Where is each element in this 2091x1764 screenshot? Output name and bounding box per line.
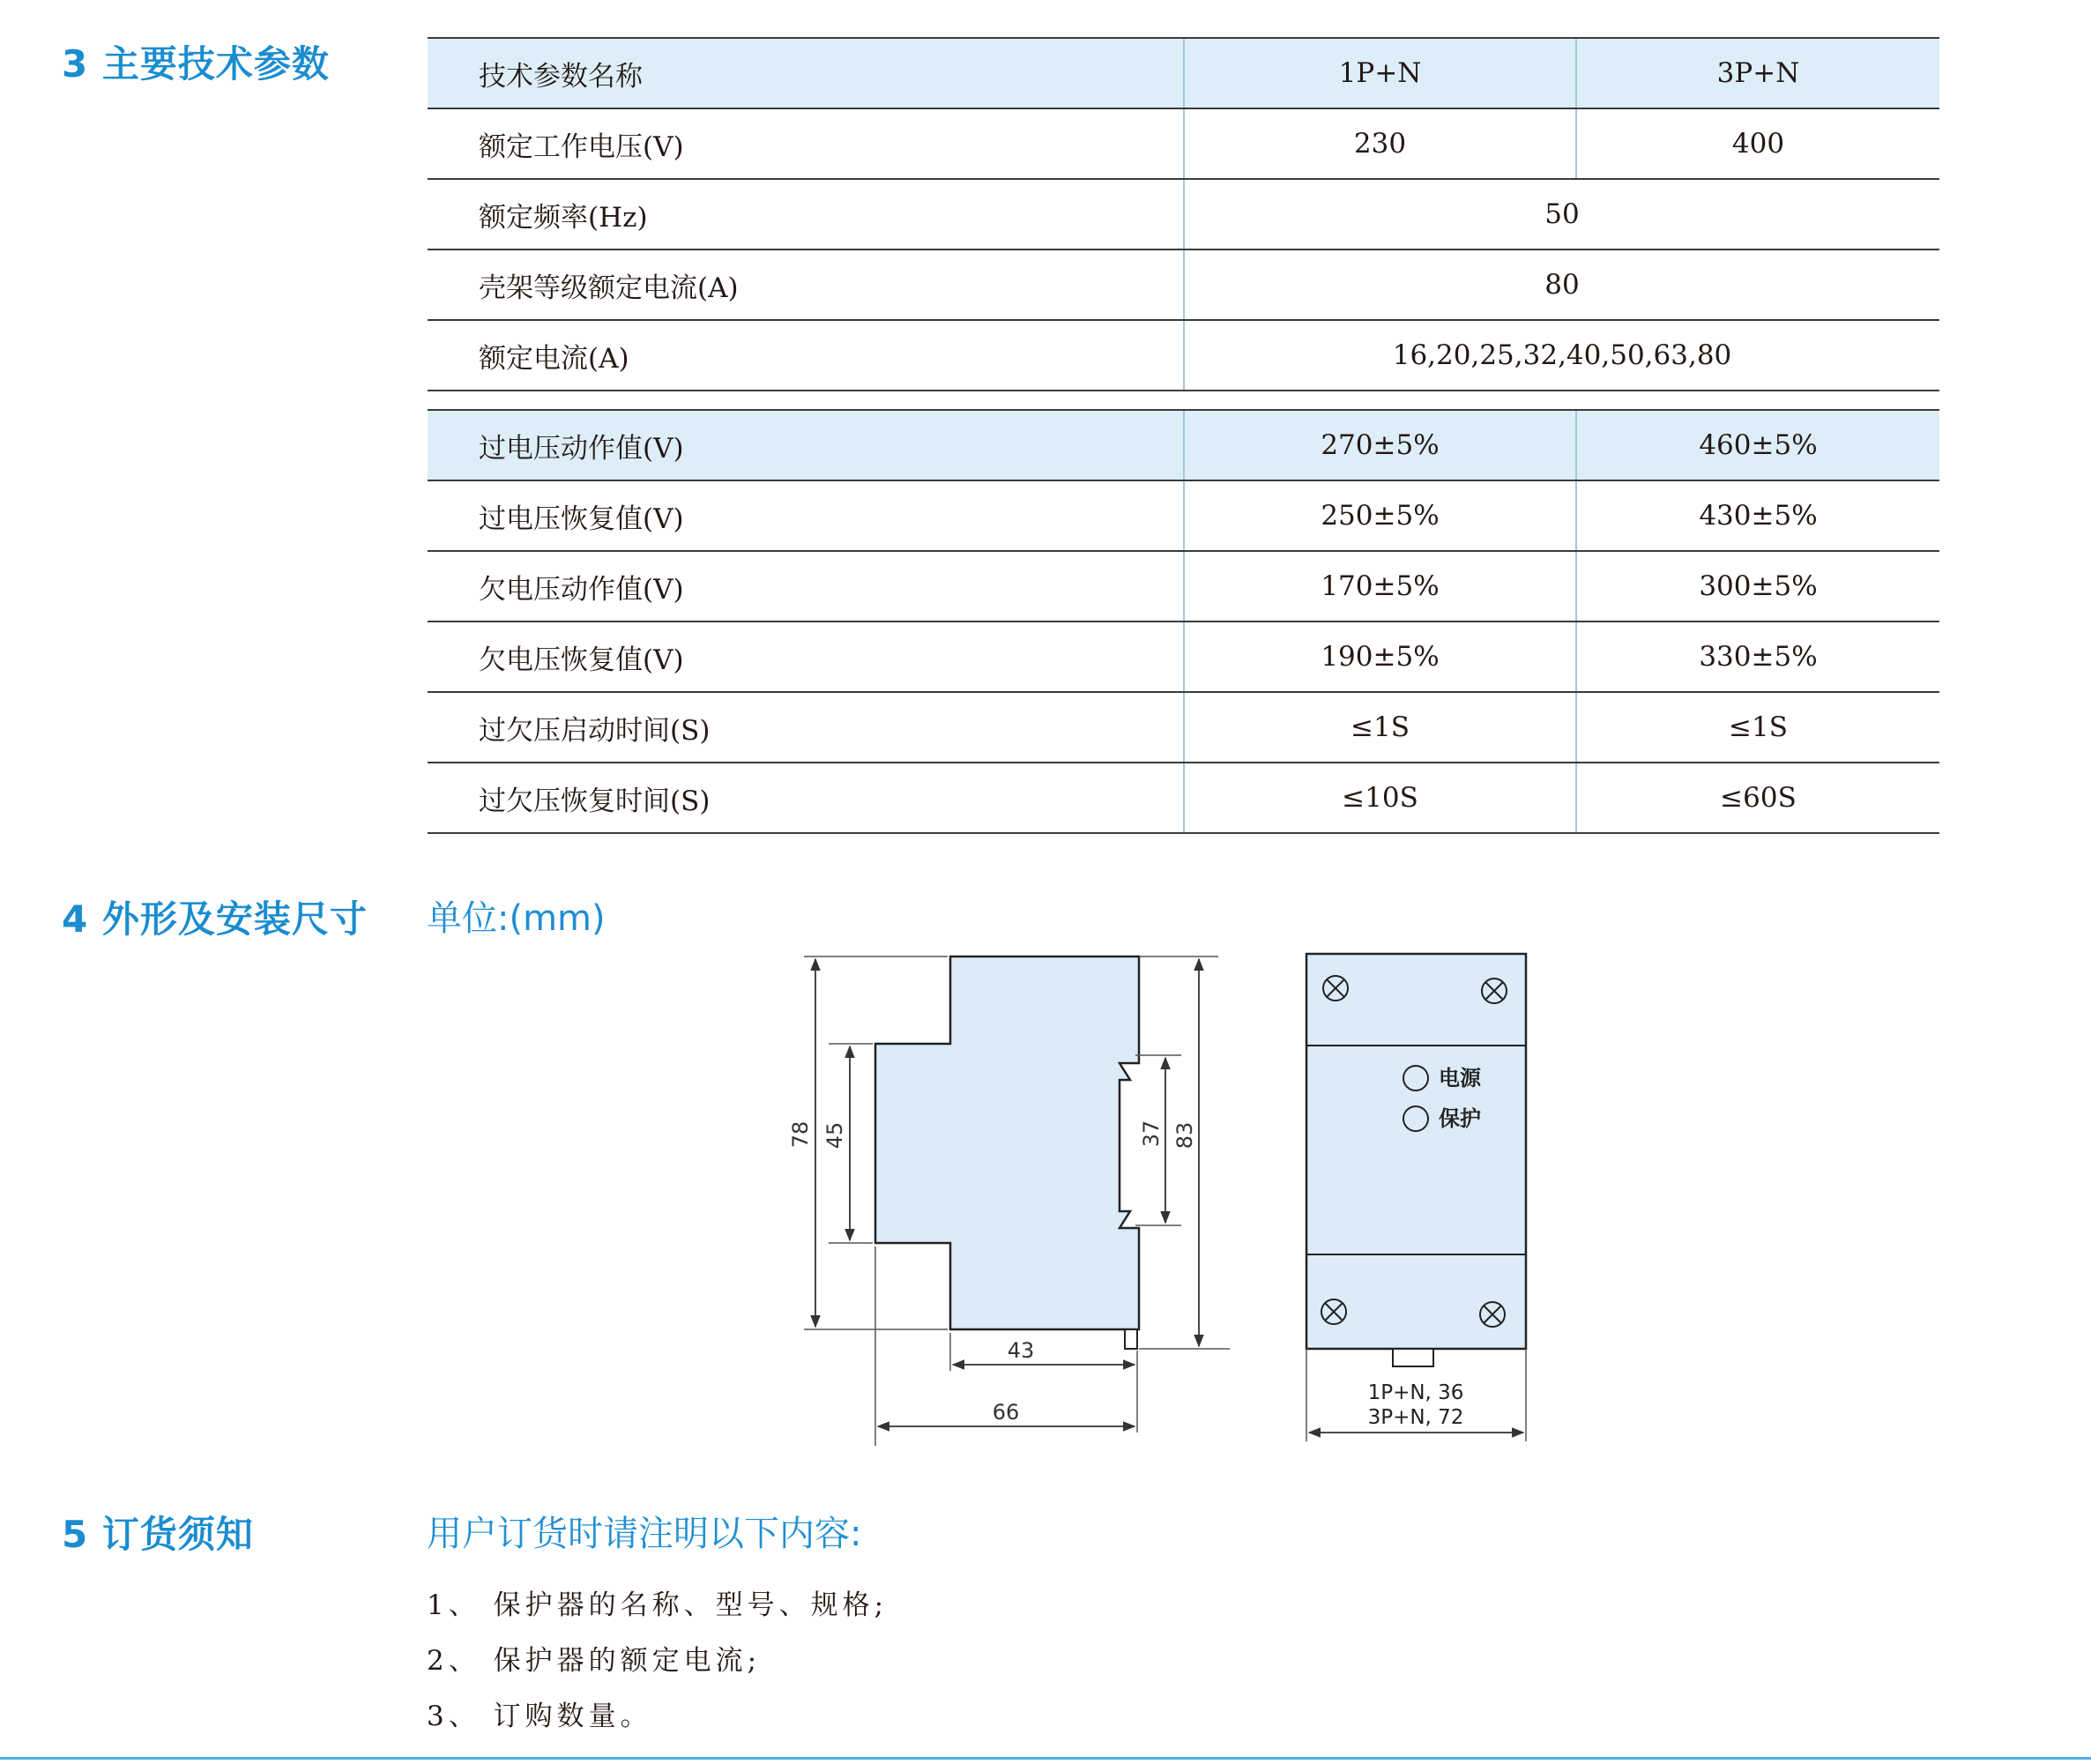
table-row <box>428 480 1939 551</box>
cell-merged: 16,20,25,32,40,50,63,80 <box>1184 320 1939 391</box>
header-3pn: 3P+N <box>1576 38 1939 108</box>
rail-clip <box>1125 1329 1137 1349</box>
list-item: 1、 保护器的名称、型号、规格; <box>427 1589 889 1621</box>
label-protect: 保护 <box>1439 1106 1481 1131</box>
front-view-body <box>1306 954 1526 1349</box>
table-row <box>428 249 1939 320</box>
row-label: 过电压动作值(V) <box>428 410 1184 480</box>
row-label: 额定电流(A) <box>428 320 1184 391</box>
row-label: 欠电压恢复值(V) <box>428 621 1184 692</box>
header-param-name: 技术参数名称 <box>428 38 1184 108</box>
cell-merged: 50 <box>1184 179 1939 249</box>
cell-3pn: 430±5% <box>1576 480 1939 551</box>
dim-66: 66 <box>992 1400 1020 1425</box>
table-row <box>428 179 1939 249</box>
unit-label: 单位:(mm) <box>427 898 606 939</box>
header-1pn: 1P+N <box>1184 38 1576 108</box>
table-row <box>428 320 1939 391</box>
dim-45: 45 <box>822 1121 847 1150</box>
width-1pn: 1P+N, 36 <box>1367 1381 1464 1404</box>
row-label: 额定频率(Hz) <box>428 179 1184 249</box>
width-3pn: 3P+N, 72 <box>1367 1406 1464 1429</box>
table-spacer <box>428 391 1939 410</box>
table-row <box>428 410 1939 480</box>
table-row <box>428 551 1939 621</box>
rail-clip <box>1393 1349 1433 1366</box>
list-item: 2、 保护器的额定电流; <box>427 1645 762 1677</box>
cell-1pn: 270±5% <box>1184 410 1576 480</box>
table-header-row <box>428 38 1939 108</box>
row-label: 壳架等级额定电流(A) <box>428 249 1184 320</box>
table-row <box>428 692 1939 763</box>
row-label: 欠电压动作值(V) <box>428 551 1184 621</box>
dimension-drawings-svg <box>776 934 1569 1455</box>
cell-1pn: 170±5% <box>1184 551 1576 621</box>
order-intro: 用户订货时请注明以下内容: <box>427 1514 862 1554</box>
row-label: 过电压恢复值(V) <box>428 480 1184 551</box>
label-power: 电源 <box>1439 1066 1481 1090</box>
cell-3pn: ≤60S <box>1576 763 1939 833</box>
cell-1pn: 250±5% <box>1184 480 1576 551</box>
front-view-drawing <box>1306 954 1526 1441</box>
cell-1pn: ≤1S <box>1184 692 1576 763</box>
cell-3pn: 400 <box>1576 108 1939 179</box>
dim-37: 37 <box>1139 1120 1164 1148</box>
side-view-drawing <box>788 956 1230 1446</box>
section-heading-dimensions: 4 外形及安装尺寸 <box>62 897 368 941</box>
table-row <box>428 621 1939 692</box>
dim-83: 83 <box>1172 1121 1197 1150</box>
cell-3pn: 330±5% <box>1576 621 1939 692</box>
table-row <box>428 108 1939 179</box>
row-label: 额定工作电压(V) <box>428 108 1184 179</box>
side-view-body <box>875 956 1139 1329</box>
dim-43: 43 <box>1007 1338 1035 1363</box>
dim-78: 78 <box>788 1120 813 1149</box>
row-label: 过欠压启动时间(S) <box>428 692 1184 763</box>
bottom-rule <box>0 1757 2091 1760</box>
dimension-drawings <box>776 934 1569 1455</box>
cell-1pn: ≤10S <box>1184 763 1576 833</box>
cell-merged: 80 <box>1184 249 1939 320</box>
section-heading-order: 5 订货须知 <box>62 1513 254 1556</box>
row-label: 过欠压恢复时间(S) <box>428 763 1184 833</box>
cell-3pn: 460±5% <box>1576 410 1939 480</box>
list-item: 3、 订购数量。 <box>427 1701 652 1732</box>
order-list <box>427 1578 888 1745</box>
section-heading-params: 3 主要技术参数 <box>62 42 330 86</box>
params-table <box>428 37 1939 834</box>
cell-3pn: 300±5% <box>1576 551 1939 621</box>
cell-1pn: 190±5% <box>1184 621 1576 692</box>
cell-3pn: ≤1S <box>1576 692 1939 763</box>
table-row <box>428 763 1939 833</box>
cell-1pn: 230 <box>1184 108 1576 179</box>
